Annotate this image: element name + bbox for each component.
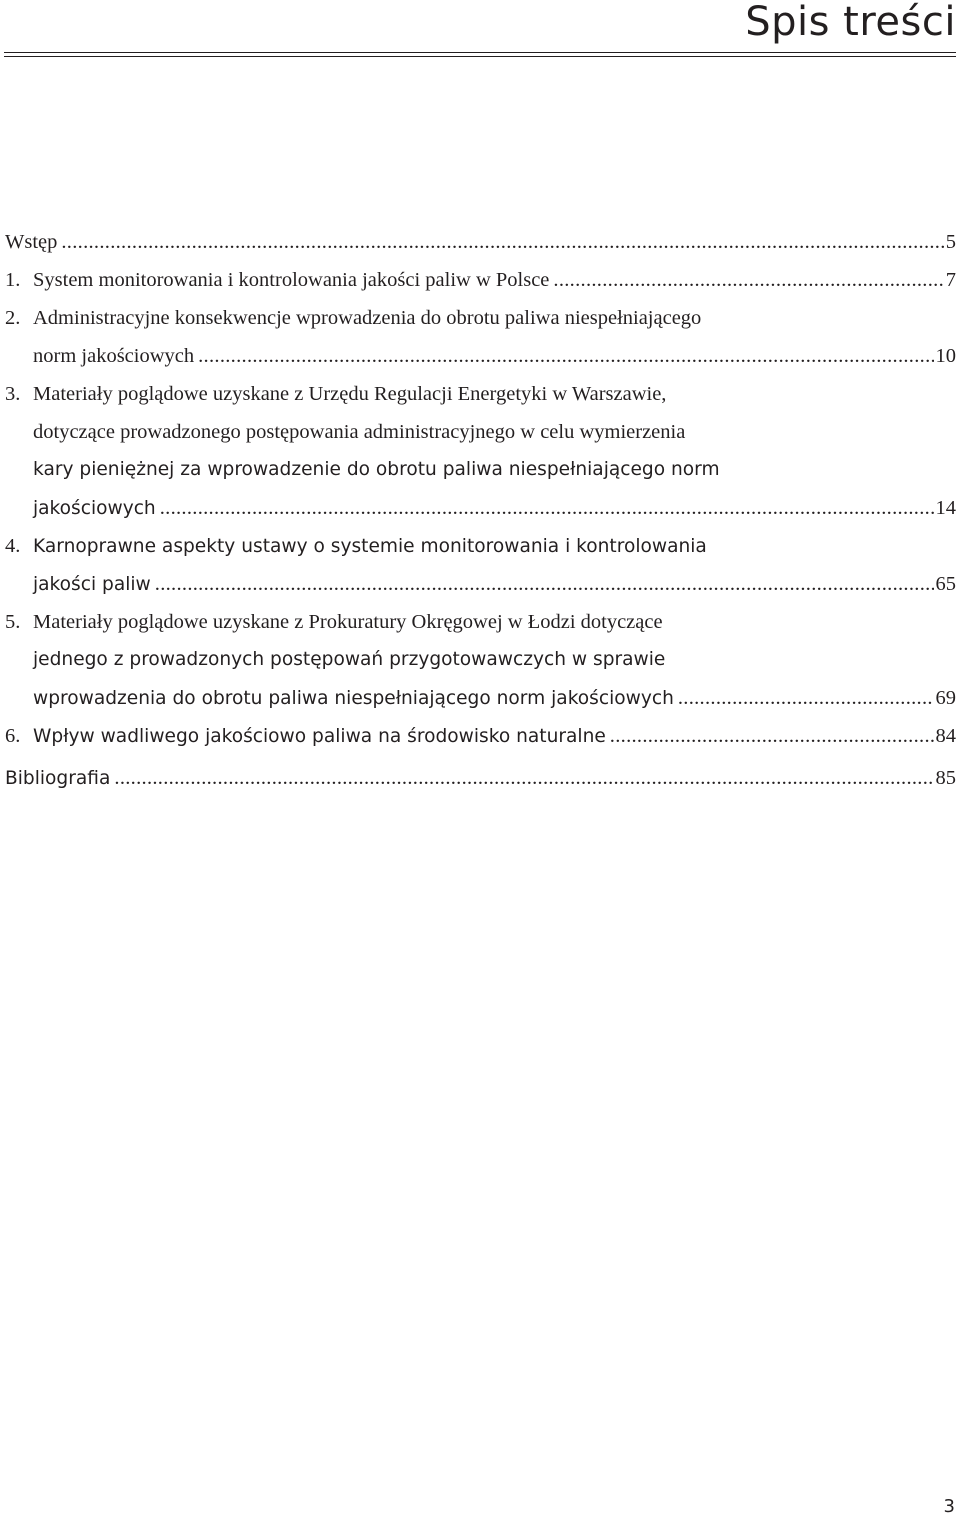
- toc-entry-title-line: jakości paliw: [33, 574, 151, 595]
- dot-leader: [155, 565, 934, 603]
- title-rule-bottom: [4, 56, 956, 57]
- toc-page-number: 84: [935, 725, 956, 747]
- dot-leader: [678, 679, 934, 717]
- toc-entry-title: Wstęp: [5, 231, 58, 253]
- toc-entry-title: Bibliografia: [5, 768, 111, 789]
- title-rule-top: [4, 52, 956, 53]
- toc-entry-title-line: dotyczące prowadzonego postępowania administracyjnego w celu wymierzenia: [33, 421, 686, 443]
- dot-leader: [160, 489, 934, 527]
- dot-leader: [610, 717, 934, 755]
- toc-entry-introduction[interactable]: [5, 223, 956, 261]
- chapter-number: 3.: [5, 383, 21, 405]
- chapter-number: 5.: [5, 611, 21, 633]
- toc-entry-title-line: Materiały poglądowe uzyskane z Prokuratury Okręgowej w Łodzi dotyczące: [33, 611, 663, 633]
- toc-page-number: 85: [935, 767, 956, 789]
- toc-entry-title: Wpływ wadliwego jakościowo paliwa na środowisko naturalne: [33, 726, 606, 747]
- chapter-number: 4.: [5, 535, 21, 557]
- toc-page-number: 14: [935, 497, 956, 519]
- toc-entry-title-line: kary pieniężnej za wprowadzenie do obrotu paliwa niespełniającego norm: [33, 459, 720, 480]
- dot-leader: [553, 261, 943, 299]
- toc-entry-title-line: jakościowych: [33, 498, 156, 519]
- table-of-contents: [5, 223, 956, 797]
- dot-leader: [114, 759, 933, 797]
- chapter-number: 6.: [5, 725, 21, 747]
- toc-page-number: 5: [945, 231, 956, 253]
- toc-page-number: 69: [935, 687, 956, 709]
- toc-entry-chapter-1[interactable]: [5, 261, 956, 299]
- toc-entry-chapter-5[interactable]: [5, 603, 956, 717]
- toc-page-number: 7: [945, 269, 956, 291]
- toc-entry-chapter-4[interactable]: [5, 527, 956, 603]
- toc-page-number: 10: [935, 345, 956, 367]
- toc-entry-title: System monitorowania i kontrolowania jakości paliw w Polsce: [33, 269, 550, 291]
- chapter-number: 2.: [5, 307, 21, 329]
- toc-entry-title-line: Materiały poglądowe uzyskane z Urzędu Regulacji Energetyki w Warszawie,: [33, 383, 667, 405]
- page-number: 3: [943, 1496, 955, 1517]
- toc-entry-title-line: jednego z prowadzonych postępowań przygotowawczych w sprawie: [33, 649, 666, 670]
- toc-entry-title-line: Karnoprawne aspekty ustawy o systemie monitorowania i kontrolowania: [33, 536, 707, 557]
- dot-leader: [198, 337, 933, 375]
- toc-page-number: 65: [935, 573, 956, 595]
- toc-entry-chapter-6[interactable]: [5, 717, 956, 755]
- toc-entry-title-line: norm jakościowych: [33, 345, 195, 367]
- toc-entry-title-line: wprowadzenia do obrotu paliwa niespełniającego norm jakościowych: [33, 688, 674, 709]
- toc-entry-bibliography[interactable]: [5, 759, 956, 797]
- chapter-number: 1.: [5, 269, 21, 291]
- toc-entry-chapter-2[interactable]: [5, 299, 956, 375]
- toc-entry-chapter-3[interactable]: [5, 375, 956, 527]
- toc-entry-title-line: Administracyjne konsekwencje wprowadzenia do obrotu paliwa niespełniającego: [33, 307, 702, 329]
- page-title: Spis treści: [745, 0, 956, 45]
- dot-leader: [61, 223, 943, 261]
